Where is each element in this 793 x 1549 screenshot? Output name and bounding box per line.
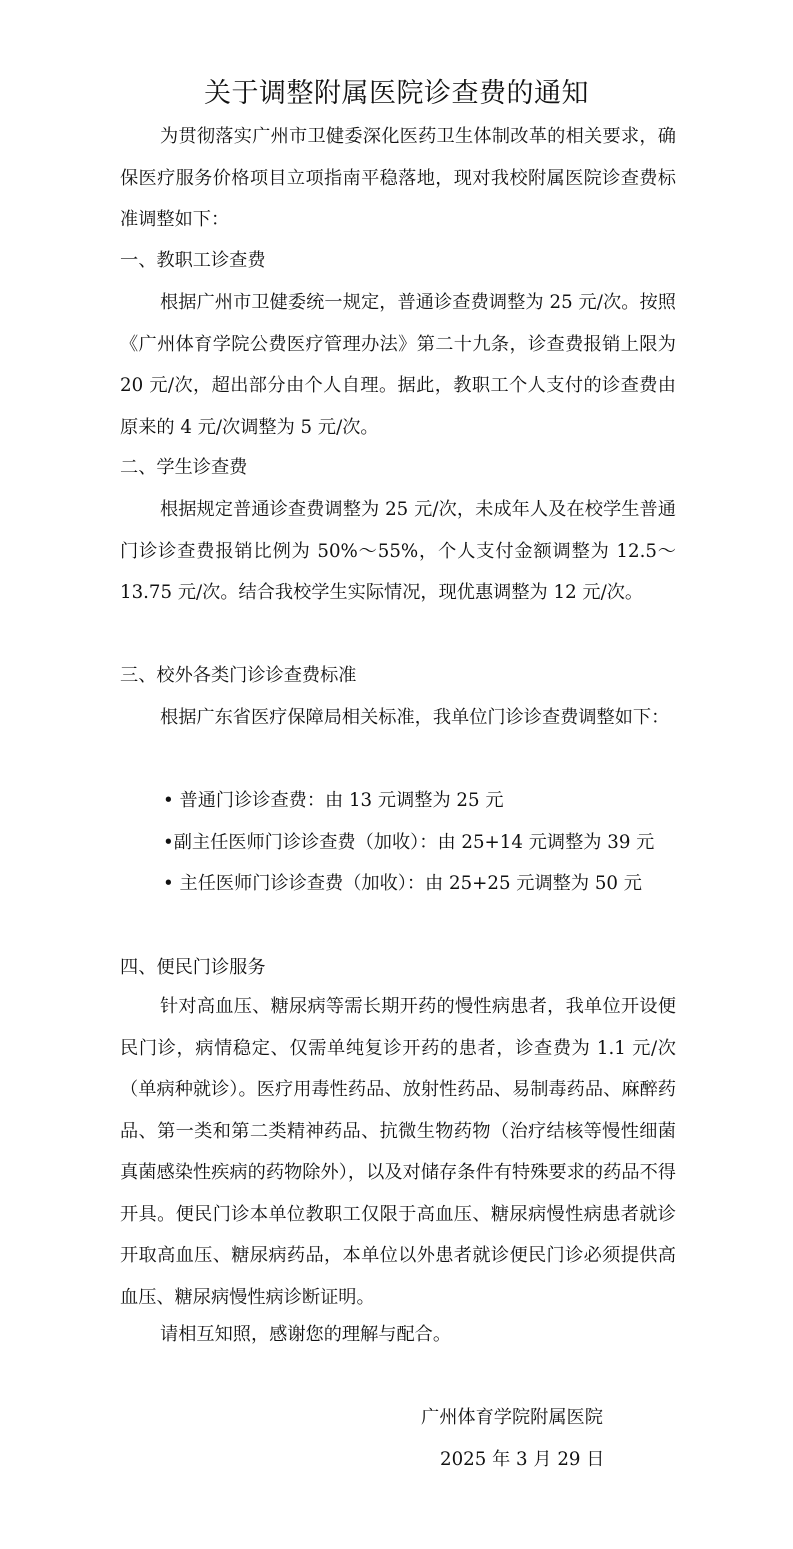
document-title: 关于调整附属医院诊查费的通知 <box>204 78 589 109</box>
section-heading-convenience: 四、便民门诊服务 <box>120 957 266 978</box>
intro-paragraph: 为贯彻落实广州市卫健委深化医药卫生体制改革的相关要求，确保医疗服务价格项目立项指南平稳落地，现对我校附属医院诊查费标准调整如下： <box>120 126 676 230</box>
signature-organization: 广州体育学院附属医院 <box>421 1407 603 1428</box>
section-paragraph-convenience: 针对高血压、糖尿病等需长期开药的慢性病患者，我单位开设便民门诊，病情稳定、仅需单纯复诊开药的患者，诊查费为 1.1 元/次（单病种就诊）。医疗用毒性药品、放射性药品、易制毒药品、麻醉药品、第一类和第二类精神药品、抗微生物药物（治疗结核等慢性细菌真菌感染性疾病的药物除外），以及对储存条件有特殊要求的药品不得开具。便民门诊本单位教职工仅限于高血压、糖尿病慢性病患者就诊开取高血压、糖尿病药品，本单位以外患者就诊便民门诊必须提供高血压、糖尿病慢性病诊断证明。 <box>120 996 676 1308</box>
section-heading-students: 二、学生诊查费 <box>120 457 248 478</box>
section-paragraph-external: 根据广东省医疗保障局相关标准，我单位门诊诊查费调整如下： <box>160 707 670 728</box>
signature-date: 2025 年 3 月 29 日 <box>440 1449 605 1470</box>
fee-bullet-chief: • 主任医师门诊诊查费（加收）：由 25+25 元调整为 50 元 <box>163 873 642 894</box>
fee-bullet-associate-chief: •副主任医师门诊诊查费（加收）：由 25+14 元调整为 39 元 <box>163 832 655 853</box>
section-paragraph-students: 根据规定普通诊查费调整为 25 元/次，未成年人及在校学生普通门诊诊查费报销比例为 50%～55%，个人支付金额调整为 12.5～13.75 元/次。结合我校学生实际情况，现优惠调整为 12 元/次。 <box>120 499 676 603</box>
closing-paragraph: 请相互知照，感谢您的理解与配合。 <box>160 1324 452 1345</box>
fee-bullet-general: • 普通门诊诊查费：由 13 元调整为 25 元 <box>163 790 504 811</box>
section-paragraph-staff: 根据广州市卫健委统一规定，普通诊查费调整为 25 元/次。按照《广州体育学院公费医疗管理办法》第二十九条，诊查费报销上限为 20 元/次，超出部分由个人自理。据此，教职工个人支付的诊查费由原来的 4 元/次调整为 5 元/次。 <box>120 292 676 438</box>
section-heading-external: 三、校外各类门诊诊查费标准 <box>120 665 357 686</box>
section-heading-staff: 一、教职工诊查费 <box>120 250 266 271</box>
